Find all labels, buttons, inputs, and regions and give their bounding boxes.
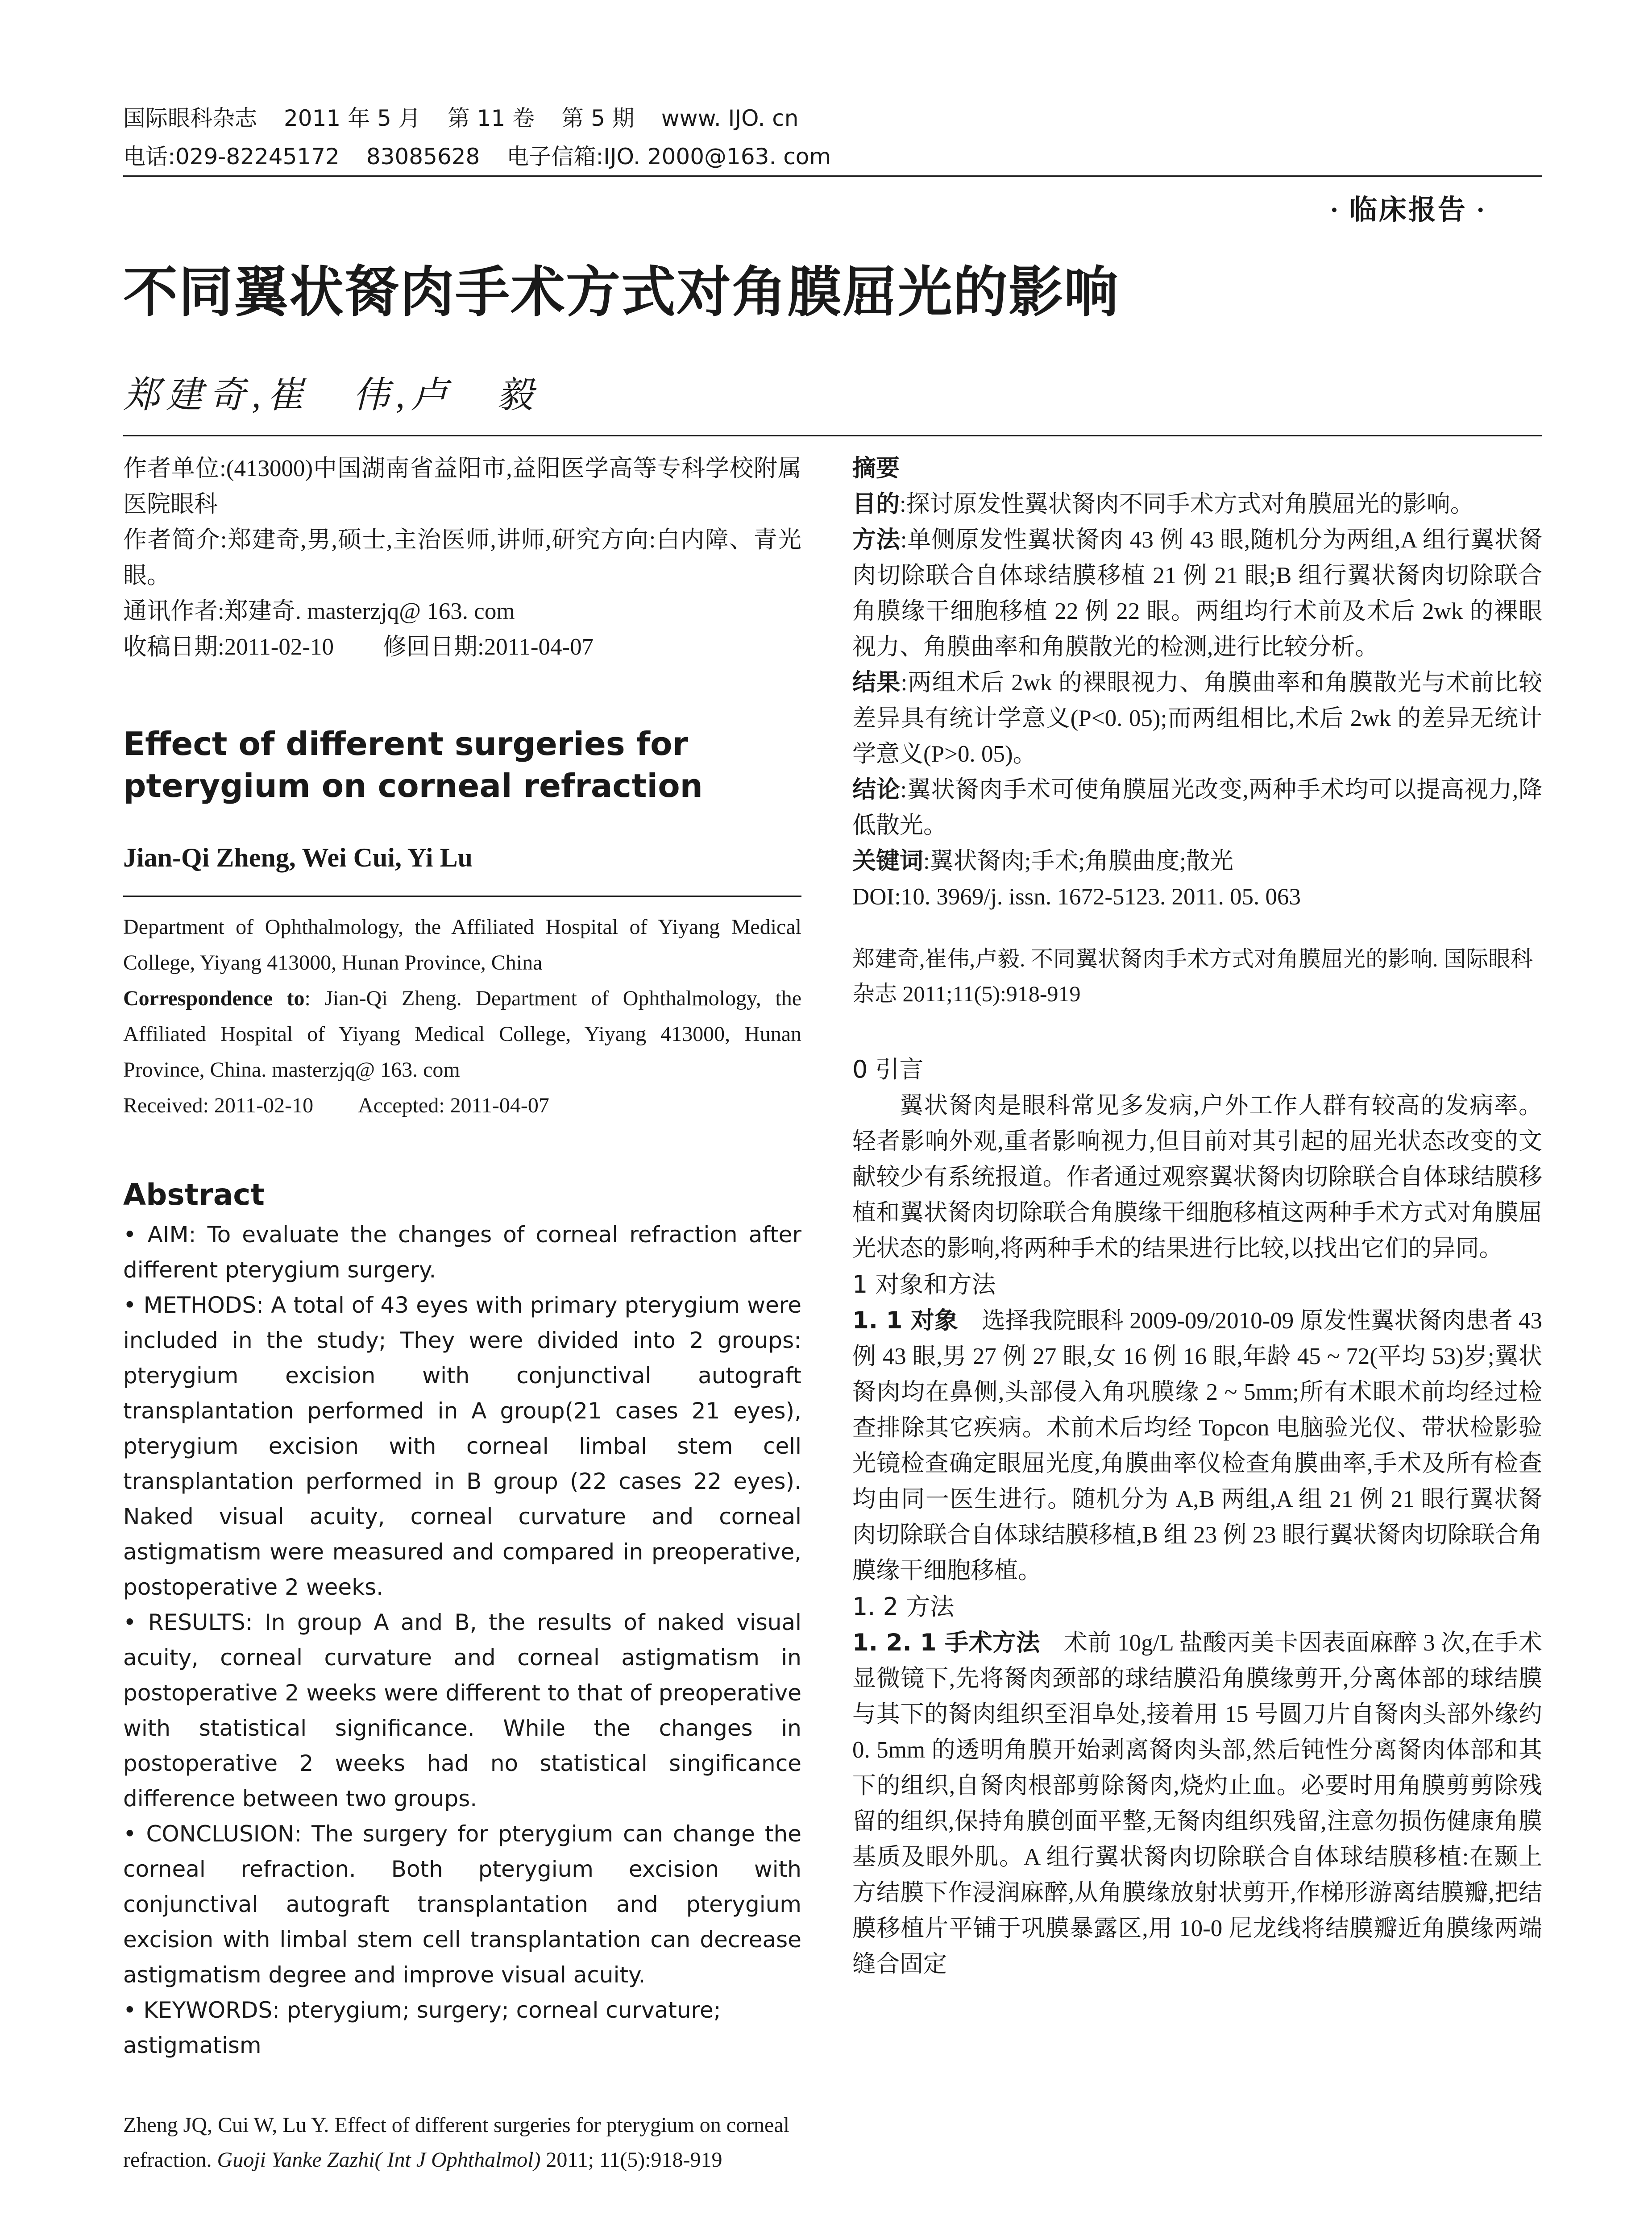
citation-cn: 郑建奇,崔伟,卢毅. 不同翼状胬肉手术方式对角膜屈光的影响. 国际眼科杂志 2011;11(5):918-919 [852, 946, 1533, 1006]
journal-header [123, 99, 1542, 176]
intro-paragraph: 翼状胬肉是眼科常见多发病,户外工作人群有较高的发病率。轻者影响外观,重者影响视力,但目前对其引起的屈光状态改变的文献较少有系统报道。作者通过观察翼状胬肉切除联合自体球结膜移植和翼状胬肉切除联合角膜缘干细胞移植这两种手术方式对角膜屈光状态的影响,将两种手术的结果进行比较,以找出它们的异同。 [852, 1093, 1542, 1261]
authors-cn: 郑建奇,崔 伟,卢 毅 [123, 375, 540, 415]
paper-title-cn: 不同翼状胬肉手术方式对角膜屈光的影响 [123, 261, 1119, 324]
correspondence-en [123, 981, 801, 1088]
conclusion-text-cn: :翼状胬肉手术可使角膜屈光改变,两种手术均可以提高视力,降低散光。 [852, 777, 1542, 838]
aim-text-cn: :探讨原发性翼状胬肉不同手术方式对角膜屈光的影响。 [900, 491, 1474, 517]
received-date-cn: 收稿日期:2011-02-10 [123, 634, 334, 660]
method-heading: 1. 2 方法 [852, 1592, 955, 1621]
abstract-aim-en: • AIM: To evaluate the changes of corneal refraction after different pterygium surgery. [123, 1222, 801, 1283]
citation-en-rest: 2011; 11(5):918-919 [540, 2148, 722, 2172]
issue-number: 第 5 期 [561, 105, 635, 131]
journal-email: 电子信箱:IJO. 2000@163. com [506, 144, 831, 170]
subjects-text: 选择我院眼科 2009-09/2010-09 原发性翼状胬肉患者 43 例 43 眼,男 27 例 27 眼,女 16 例 16 眼,年龄 45 ~ 72(平均 53)岁;翼状胬肉均在鼻侧,头部侵入角巩膜缘 2 ~ 5mm;所有术眼术前均经过检查排除其它疾病。术前术后均经 Topcon 电脑验光仪、带状检影验光镜检查确定眼屈光度,角膜曲率仪检查角膜曲率,手术及所有检查均由同一医生进行。随机分为 A,B 两组,A 组 21 例 21 眼行翼状胬肉切除联合自体球结膜移植,B 组 23 例 23 眼行翼状胬肉切除联合角膜缘干细胞移植。 [852, 1308, 1542, 1584]
header-rule [123, 175, 1542, 177]
methods-label-cn: 方法 [852, 526, 901, 553]
affiliation-en [123, 909, 801, 1124]
citation-en-authors: Zheng JQ, Cui W, Lu Y. Effect of different surgeries for pterygium on corneal refraction. [123, 2113, 789, 2172]
abstract-results-en: • RESULTS: In group A and B, the results of naked visual acuity, corneal curvature and corneal astigmatism in postoperative 2 weeks were different to that of preoperative with statistical significance. While the changes in postoperative 2 weeks had no statistical singificance difference between two groups. [123, 1609, 801, 1812]
title-rule [123, 435, 1542, 436]
keywords-label-cn: 关键词 [852, 847, 923, 875]
abstract-keywords-cn [852, 843, 1542, 879]
header-line-1 [123, 99, 1542, 137]
department-en: Department of Ophthalmology, the Affiliated Hospital of Yiyang Medical College, Yiyang 413000, Hunan Province, China [123, 915, 801, 975]
abstract-methods-cn [852, 522, 1542, 665]
left-column [123, 451, 801, 2177]
conclusion-label-cn: 结论 [852, 776, 901, 803]
aim-label-cn: 目的 [852, 490, 900, 518]
methods-text-cn: :单侧原发性翼状胬肉 43 例 43 眼,随机分为两组,A 组行翼状胬肉切除联合自体球结膜移植 21 例 21 眼;B 组行翼状胬肉切除联合角膜缘干细胞移植 22 例 22 眼。两组均行术前及术后 2wk 的裸眼视力、角膜曲率和角膜散光的检测,进行比较分析。 [852, 527, 1543, 660]
affiliation-cn: 作者单位:(413000)中国湖南省益阳市,益阳医学高等专科学校附属医院眼科 [123, 456, 801, 517]
authors-en: Jian-Qi Zheng, Wei Cui, Yi Lu [123, 843, 473, 872]
corresponding-author-cn: 通讯作者:郑建奇. masterzjq@ 163. com [123, 598, 515, 624]
right-column [852, 451, 1542, 1982]
intro-heading: 0 引言 [852, 1055, 924, 1083]
keywords-text-cn: :翼状胬肉;手术;角膜曲度;散光 [923, 848, 1233, 874]
abstract-cn [852, 451, 1542, 915]
author-bio-cn: 作者简介:郑建奇,男,硕士,主治医师,讲师,研究方向:白内障、青光眼。 [123, 527, 801, 589]
journal-phone: 电话:029-82245172 [123, 144, 340, 170]
results-label-cn: 结果 [852, 669, 901, 696]
header-line-2 [123, 137, 1542, 176]
paper-title-en: Effect of different surgeries for pterygium on corneal refraction [123, 725, 703, 804]
citation-en [123, 2108, 801, 2177]
correspondence-text: : Jian-Qi Zheng. Department of Ophthalmology, the Affiliated Hospital of Yiyang Medical College, Yiyang 413000, Hunan Province, China. masterzjq@ 163. com [123, 987, 802, 1082]
received-date-en: Received: 2011-02-10 [123, 1094, 314, 1117]
abstract-heading-en: Abstract [123, 1178, 265, 1212]
surgery-label: 1. 2. 1 手术方法 [852, 1629, 1040, 1656]
accepted-date-en: Accepted: 2011-04-07 [358, 1094, 549, 1117]
journal-website: www. IJO. cn [661, 105, 799, 131]
abstract-heading-cn: 摘要 [852, 455, 900, 482]
abstract-conclusion-cn [852, 772, 1542, 843]
journal-name: 国际眼科杂志 [123, 105, 257, 131]
abstract-keywords-en: • KEYWORDS: pterygium; surgery; corneal curvature; astigmatism [123, 1997, 721, 2058]
section-tag: · 临床报告 · [1329, 195, 1487, 225]
methods-heading: 1 对象和方法 [852, 1270, 996, 1298]
subjects-paragraph [852, 1303, 1542, 1588]
doi: DOI:10. 3969/j. issn. 1672-5123. 2011. 05. 063 [852, 884, 1301, 910]
revised-date-cn: 修回日期:2011-04-07 [383, 634, 594, 660]
surgery-text: 术前 10g/L 盐酸丙美卡因表面麻醉 3 次,在手术显微镜下,先将胬肉颈部的球结膜沿角膜缘剪开,分离体部的球结膜与其下的胬肉组织至泪阜处,接着用 15 号圆刀片自胬肉头部外缘约 0. 5mm 的透明角膜开始剥离胬肉头部,然后钝性分离胬肉体部和其下的组织,自胬肉根部剪除胬肉,烧灼止血。必要时用角膜剪剪除残留的组织,保持角膜创面平整,无胬肉组织残留,注意勿损伤健康角膜基质及眼外肌。A 组行翼状胬肉切除联合自体球结膜移植:在颞上方结膜下作浸润麻醉,从角膜缘放射状剪开,作梯形游离结膜瓣,把结膜移植片平铺于巩膜暴露区,用 10-0 尼龙线将结膜瓣近角膜缘两端缝合固定 [852, 1630, 1542, 1977]
abstract-aim-cn [852, 486, 1542, 522]
dates-cn [123, 629, 801, 665]
issue-date: 2011 年 5 月 [284, 105, 421, 131]
abstract-en [123, 1173, 801, 2063]
surgery-paragraph [852, 1625, 1542, 1982]
abstract-results-cn [852, 665, 1542, 772]
journal-phone-2: 83085628 [366, 144, 480, 170]
correspondence-label: Correspondence to [123, 987, 305, 1010]
author-info-cn [123, 451, 801, 665]
citation-en-journal: Guoji Yanke Zazhi( Int J Ophthalmol) [217, 2148, 541, 2172]
abstract-conclusion-en: • CONCLUSION: The surgery for pterygium can change the corneal refraction. Both pterygium excision with conjunctival autograft transplantation and pterygium excision with limbal stem cell transplantation can decrease astigmatism degree and improve visual acuity. [123, 1821, 801, 1988]
abstract-methods-en: • METHODS: A total of 43 eyes with primary pterygium were included in the study; They were divided into 2 groups: pterygium excision with conjunctival autograft transplantation performed in A group(21 cases 21 eyes), pterygium excision with corneal limbal stem cell transplantation performed in B group (22 cases 22 eyes). Naked visual acuity, corneal curvature and corneal astigmatism were measured and compared in preoperative, postoperative 2 weeks. [123, 1292, 801, 1600]
volume: 第 11 卷 [447, 105, 535, 131]
dates-en [123, 1088, 801, 1124]
subjects-label: 1. 1 对象 [852, 1307, 958, 1334]
results-text-cn: :两组术后 2wk 的裸眼视力、角膜曲率和角膜散光与术前比较差异具有统计学意义(P<0. 05);而两组相比,术后 2wk 的差异无统计学意义(P>0. 05)。 [852, 670, 1543, 767]
body-text [852, 1051, 1542, 1982]
